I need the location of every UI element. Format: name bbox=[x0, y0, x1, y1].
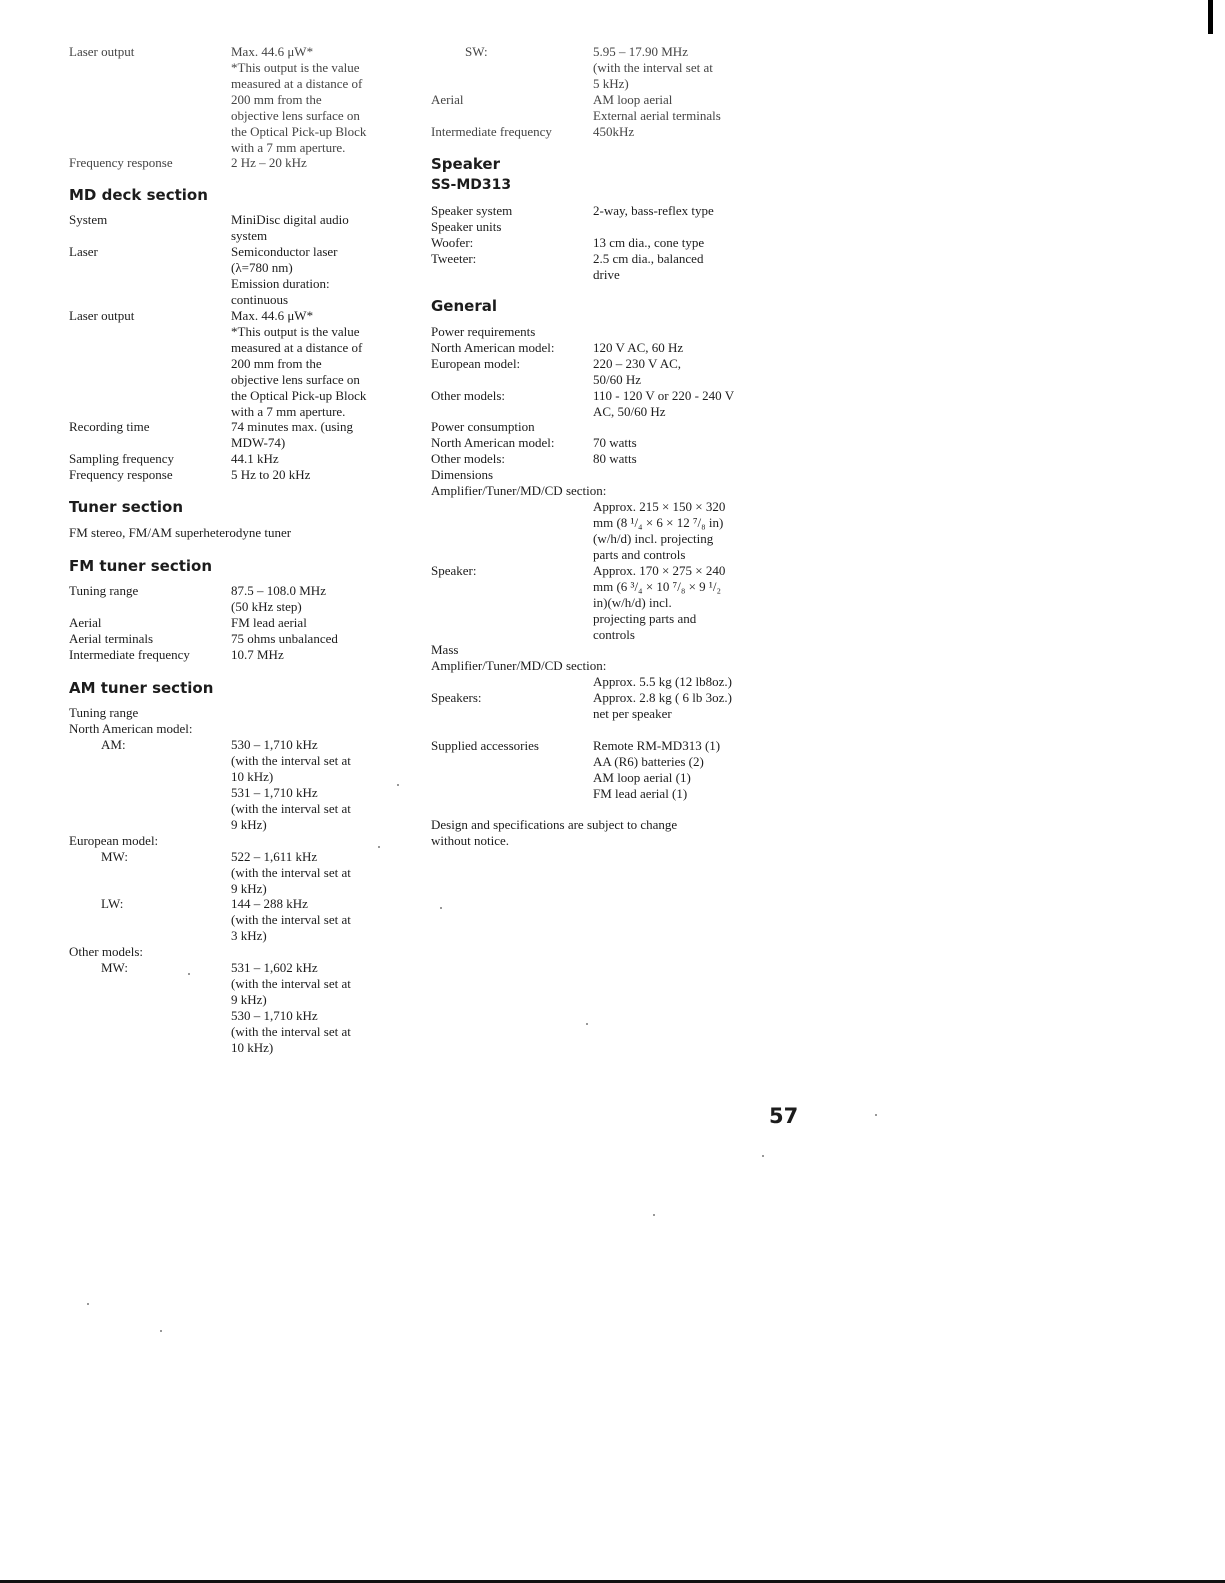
spec-label-am-north-american: North American model: bbox=[69, 721, 193, 736]
spec-value-line: 522 – 1,611 kHz bbox=[231, 849, 318, 864]
spec-label-mw-band: MW: bbox=[101, 849, 128, 864]
spec-value-sw-band bbox=[593, 44, 713, 92]
spec-value-fm-intermediate-frequency: 10.7 MHz bbox=[231, 647, 284, 662]
spec-label-speaker-system: Speaker system bbox=[431, 203, 513, 218]
spec-value-line: (with the interval set at bbox=[231, 1024, 351, 1039]
spec-value-fm-aerial: FM lead aerial bbox=[231, 615, 307, 630]
spec-value-line: AM loop aerial bbox=[593, 92, 673, 107]
spec-value-line: continuous bbox=[231, 292, 289, 307]
spec-label-power-north-american: North American model: bbox=[431, 340, 555, 355]
spec-value-line: 530 – 1,710 kHz bbox=[231, 737, 318, 752]
tuner-description: FM stereo, FM/AM superheterodyne tuner bbox=[69, 525, 292, 540]
spec-value-line: drive bbox=[593, 267, 620, 282]
spec-label-laser-output-top: Laser output bbox=[69, 44, 135, 59]
scan-speck bbox=[762, 1155, 764, 1157]
spec-value-line: controls bbox=[593, 627, 635, 642]
section-heading-tuner: Tuner section bbox=[69, 498, 184, 516]
section-heading-fm-tuner: FM tuner section bbox=[69, 557, 213, 575]
spec-label-power-european: European model: bbox=[431, 356, 521, 371]
section-heading-speaker: Speaker bbox=[431, 155, 500, 173]
specifications-notice bbox=[431, 817, 677, 849]
spec-value-line: Approx. 170 × 275 × 240 bbox=[593, 563, 726, 578]
spec-value-line: 74 minutes max. (using bbox=[231, 419, 354, 434]
spec-label-frequency-response: Frequency response bbox=[69, 467, 173, 482]
spec-value-power-european bbox=[593, 356, 681, 388]
spec-label-aerial-terminals: Aerial terminals bbox=[69, 631, 154, 646]
page-edge-mark bbox=[1208, 0, 1213, 34]
spec-value-line: measured at a distance of bbox=[231, 76, 363, 91]
spec-value-line: in)(w/h/d) incl. bbox=[593, 595, 672, 610]
spec-value-line: AM loop aerial (1) bbox=[593, 770, 691, 785]
spec-label-mass-amplifier: Amplifier/Tuner/MD/CD section: bbox=[431, 658, 607, 673]
spec-value-line: 87.5 – 108.0 MHz bbox=[231, 583, 326, 598]
spec-label-laser: Laser bbox=[69, 244, 98, 259]
page-number: 57 bbox=[769, 1104, 799, 1128]
spec-value-frequency-response: 5 Hz to 20 kHz bbox=[231, 467, 311, 482]
spec-value-line: Emission duration: bbox=[231, 276, 330, 291]
spec-value-line: 10 kHz) bbox=[231, 769, 274, 784]
spec-value-line: (with the interval set at bbox=[231, 801, 351, 816]
spec-value-tweeter bbox=[593, 251, 703, 283]
spec-label-sampling-frequency: Sampling frequency bbox=[69, 451, 175, 466]
section-heading-am-tuner: AM tuner section bbox=[69, 679, 214, 697]
spec-value-line: 110 - 120 V or 220 - 240 V bbox=[593, 388, 735, 403]
spec-label-am-intermediate-frequency: Intermediate frequency bbox=[431, 124, 552, 139]
spec-label-fm-aerial: Aerial bbox=[69, 615, 102, 630]
scan-speck bbox=[397, 784, 399, 786]
spec-label-consumption-north-american: North American model: bbox=[431, 435, 555, 450]
spec-value-line: 50/60 Hz bbox=[593, 372, 642, 387]
spec-value-line: (λ=780 nm) bbox=[231, 260, 293, 275]
scan-speck bbox=[87, 1303, 89, 1305]
spec-value-line: 200 mm from the bbox=[231, 356, 322, 371]
spec-value-lw-band bbox=[231, 896, 351, 944]
spec-value-line: (with the interval set at bbox=[231, 865, 351, 880]
spec-value-line: net per speaker bbox=[593, 706, 672, 721]
spec-value-consumption-other: 80 watts bbox=[593, 451, 637, 466]
spec-value-line: with a 7 mm aperture. bbox=[231, 140, 346, 155]
spec-value-line: *This output is the value bbox=[231, 60, 360, 75]
spec-value-line: 5.95 – 17.90 MHz bbox=[593, 44, 688, 59]
spec-value-power-north-american: 120 V AC, 60 Hz bbox=[593, 340, 684, 355]
spec-value-line: AA (R6) batteries (2) bbox=[593, 754, 704, 769]
scan-speck bbox=[440, 907, 442, 909]
spec-value-line: (with the interval set at bbox=[231, 976, 351, 991]
spec-value-other-mw-band bbox=[231, 960, 351, 1056]
spec-value-line: Approx. 215 × 150 × 320 bbox=[593, 499, 726, 514]
spec-label-am-european: European model: bbox=[69, 833, 159, 848]
spec-label-consumption-other: Other models: bbox=[431, 451, 506, 466]
spec-value-line: 531 – 1,710 kHz bbox=[231, 785, 318, 800]
spec-label-dimensions-amplifier: Amplifier/Tuner/MD/CD section: bbox=[431, 483, 607, 498]
spec-value-laser bbox=[231, 244, 338, 308]
spec-value-line: objective lens surface on bbox=[231, 108, 360, 123]
spec-value-line: AC, 50/60 Hz bbox=[593, 404, 666, 419]
spec-label-power-consumption: Power consumption bbox=[431, 419, 535, 434]
spec-value-laser-output bbox=[231, 308, 366, 420]
spec-value-recording-time bbox=[231, 419, 353, 451]
spec-value-line: 2.5 cm dia., balanced bbox=[593, 251, 704, 266]
spec-value-line: Remote RM-MD313 (1) bbox=[593, 738, 721, 753]
spec-value-line: Design and specifications are subject to change bbox=[431, 817, 678, 832]
spec-value-am-band bbox=[231, 737, 351, 833]
spec-value-line: 531 – 1,602 kHz bbox=[231, 960, 318, 975]
spec-value-line: 220 – 230 V AC, bbox=[593, 356, 682, 371]
spec-value-line: 9 kHz) bbox=[231, 992, 267, 1007]
spec-value-dimensions-speaker bbox=[593, 563, 725, 643]
spec-label-speaker-units: Speaker units bbox=[431, 219, 502, 234]
spec-label-recording-time: Recording time bbox=[69, 419, 150, 434]
spec-label-fm-tuning-range: Tuning range bbox=[69, 583, 139, 598]
spec-value-aerial-terminals: 75 ohms unbalanced bbox=[231, 631, 338, 646]
spec-label-mass: Mass bbox=[431, 642, 459, 657]
spec-value-mw-band bbox=[231, 849, 351, 897]
spec-value-line: (with the interval set at bbox=[593, 60, 713, 75]
scan-speck bbox=[653, 1214, 655, 1216]
spec-value-line: the Optical Pick-up Block bbox=[231, 124, 367, 139]
spec-value-laser-output-top bbox=[231, 44, 366, 156]
spec-label-power-other: Other models: bbox=[431, 388, 506, 403]
spec-value-speaker-system: 2-way, bass-reflex type bbox=[593, 203, 714, 218]
spec-label-lw-band: LW: bbox=[101, 896, 124, 911]
scan-speck bbox=[875, 1114, 877, 1116]
spec-value-woofer: 13 cm dia., cone type bbox=[593, 235, 705, 250]
spec-label-am-other-models: Other models: bbox=[69, 944, 144, 959]
spec-label-am-tuning-range: Tuning range bbox=[69, 705, 139, 720]
spec-label-laser-output: Laser output bbox=[69, 308, 135, 323]
scan-speck bbox=[378, 846, 380, 848]
spec-value-line: 144 – 288 kHz bbox=[231, 896, 308, 911]
spec-label-dimensions-speaker: Speaker: bbox=[431, 563, 477, 578]
spec-value-line: Semiconductor laser bbox=[231, 244, 338, 259]
spec-value-line: FM lead aerial (1) bbox=[593, 786, 688, 801]
spec-label-am-aerial: Aerial bbox=[431, 92, 464, 107]
spec-value-line: system bbox=[231, 228, 268, 243]
spec-label-am-band: AM: bbox=[101, 737, 126, 752]
spec-value-line: Approx. 2.8 kg ( 6 lb 3oz.) bbox=[593, 690, 733, 705]
spec-value-line: mm (8 ¹/₄ × 6 × 12 ⁷/₈ in) bbox=[593, 515, 724, 530]
spec-value-line: 9 kHz) bbox=[231, 817, 267, 832]
scan-speck bbox=[188, 973, 190, 975]
speaker-model-number: SS-MD313 bbox=[431, 177, 512, 193]
spec-value-line: *This output is the value bbox=[231, 324, 360, 339]
spec-value-consumption-north-american: 70 watts bbox=[593, 435, 637, 450]
spec-label-other-mw-band: MW: bbox=[101, 960, 128, 975]
spec-label-sw-band: SW: bbox=[465, 44, 488, 59]
spec-value-line: 3 kHz) bbox=[231, 928, 267, 943]
spec-value-line: parts and controls bbox=[593, 547, 686, 562]
spec-value-line: the Optical Pick-up Block bbox=[231, 388, 367, 403]
spec-value-line: 9 kHz) bbox=[231, 881, 267, 896]
spec-label-dimensions: Dimensions bbox=[431, 467, 494, 482]
spec-label-system: System bbox=[69, 212, 108, 227]
spec-value-fm-tuning-range bbox=[231, 583, 326, 615]
spec-value-am-intermediate-frequency: 450kHz bbox=[593, 124, 635, 139]
spec-label-frequency-response-top: Frequency response bbox=[69, 155, 173, 170]
spec-value-line: (with the interval set at bbox=[231, 912, 351, 927]
spec-value-line: Max. 44.6 μW* bbox=[231, 44, 314, 59]
spec-value-line: 10 kHz) bbox=[231, 1040, 274, 1055]
spec-value-line: (50 kHz step) bbox=[231, 599, 302, 614]
spec-value-line: 5 kHz) bbox=[593, 76, 629, 91]
spec-value-power-other bbox=[593, 388, 734, 420]
spec-value-dimensions-amplifier bbox=[593, 499, 725, 563]
spec-value-line: External aerial terminals bbox=[593, 108, 721, 123]
spec-value-frequency-response-top: 2 Hz – 20 kHz bbox=[231, 155, 307, 170]
spec-value-am-aerial bbox=[593, 92, 721, 124]
spec-value-line: projecting parts and bbox=[593, 611, 697, 626]
spec-value-line: with a 7 mm aperture. bbox=[231, 404, 346, 419]
spec-value-sampling-frequency: 44.1 kHz bbox=[231, 451, 279, 466]
spec-value-line: objective lens surface on bbox=[231, 372, 360, 387]
spec-label-fm-intermediate-frequency: Intermediate frequency bbox=[69, 647, 190, 662]
spec-value-line: 530 – 1,710 kHz bbox=[231, 1008, 318, 1023]
spec-label-woofer: Woofer: bbox=[431, 235, 474, 250]
spec-value-system bbox=[231, 212, 349, 244]
spec-value-line: MiniDisc digital audio bbox=[231, 212, 349, 227]
spec-value-line: (with the interval set at bbox=[231, 753, 351, 768]
spec-value-mass-amplifier: Approx. 5.5 kg (12 lb8oz.) bbox=[593, 674, 733, 689]
spec-value-line: Max. 44.6 μW* bbox=[231, 308, 314, 323]
spec-value-line: MDW-74) bbox=[231, 435, 286, 450]
spec-value-supplied-accessories bbox=[593, 738, 720, 802]
spec-label-power-requirements: Power requirements bbox=[431, 324, 536, 339]
spec-value-line: mm (6 ³/₄ × 10 ⁷/₈ × 9 ¹/₂ bbox=[593, 579, 721, 594]
spec-value-line: measured at a distance of bbox=[231, 340, 363, 355]
spec-label-supplied-accessories: Supplied accessories bbox=[431, 738, 539, 753]
section-heading-general: General bbox=[431, 297, 497, 315]
spec-value-line: (w/h/d) incl. projecting bbox=[593, 531, 714, 546]
spec-value-line: 200 mm from the bbox=[231, 92, 322, 107]
spec-label-mass-speakers: Speakers: bbox=[431, 690, 482, 705]
spec-value-line: without notice. bbox=[431, 833, 509, 848]
spec-label-tweeter: Tweeter: bbox=[431, 251, 477, 266]
spec-value-mass-speakers bbox=[593, 690, 732, 722]
scan-speck bbox=[160, 1330, 162, 1332]
section-heading-md-deck: MD deck section bbox=[69, 186, 208, 204]
scan-speck bbox=[586, 1023, 588, 1025]
